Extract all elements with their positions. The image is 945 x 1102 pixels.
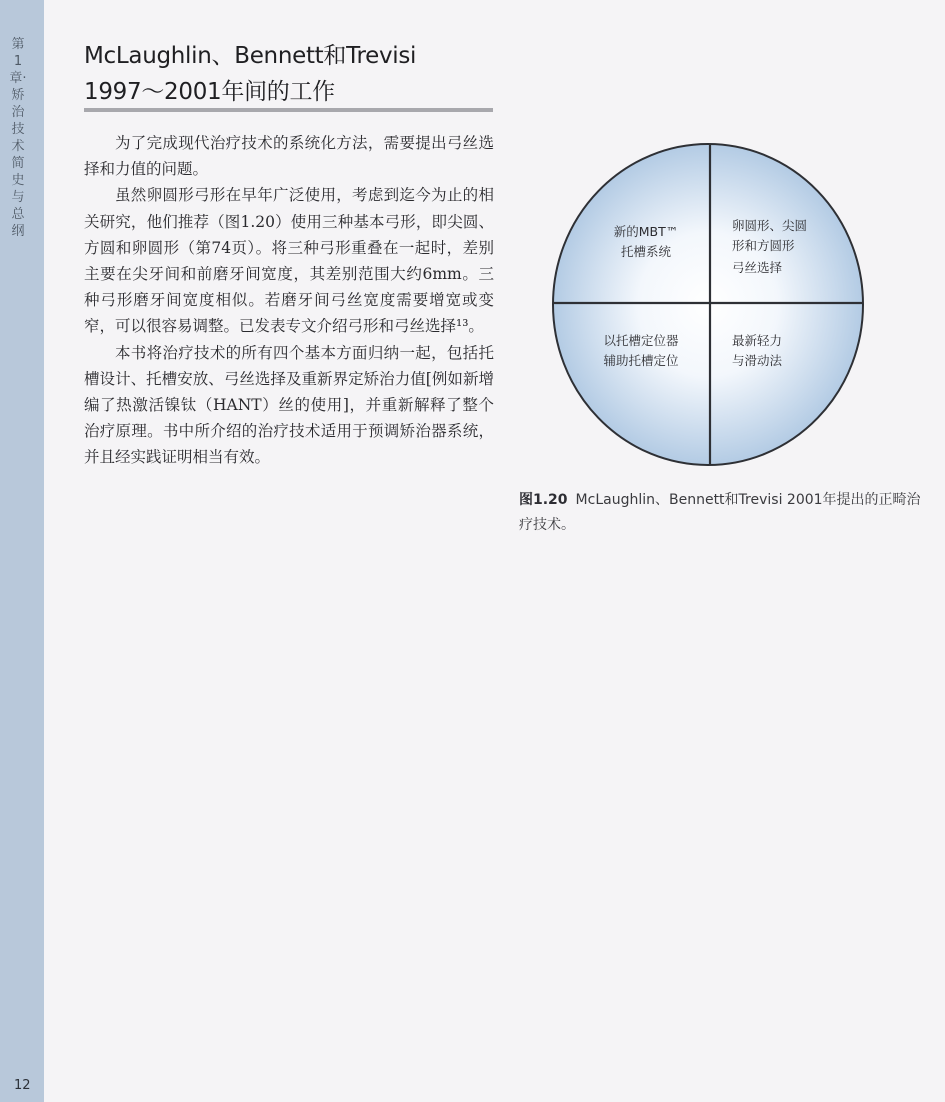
- figure-caption: [519, 488, 925, 538]
- paragraph: 本书将治疗技术的所有四个基本方面归纳一起，包括托槽设计、托槽安放、弓丝选择及重新界定矫治力值[例如新增编了热激活镍钛（HANT）丝的使用]，并重新解释了整个治疗原理。书中所介绍的治疗技术适用于预调矫治器系统，并且经实践证明相当有效。: [84, 343, 494, 467]
- title-underline: [84, 108, 493, 112]
- quadrant-bottom-right-line1: 最新轻力: [732, 333, 783, 348]
- quadrant-bottom-left-line1: 以托槽定位器: [603, 333, 679, 348]
- quadrant-top-right-line3: 弓丝选择: [732, 260, 783, 275]
- section-title: [84, 38, 504, 110]
- chapter-sidebar: [0, 0, 44, 1102]
- quadrant-top-left-line2: 托槽系统: [620, 244, 672, 259]
- body-text: [84, 130, 494, 471]
- figure-1-20-diagram: [552, 143, 864, 466]
- section-title-line1: McLaughlin、Bennett和Trevisi: [84, 43, 417, 69]
- paragraph: 虽然卵圆形弓形在早年广泛使用，考虑到迄今为止的相关研究，他们推荐（图1.20）使用三种基本弓形，即尖圆、方圆和卵圆形（第74页）。将三种弓形重叠在一起时，差别主要在尖牙间和前磨牙间宽度，其差别范围大约6mm。三种弓形磨牙间宽度相似。若磨牙间弓丝宽度需要增宽或变窄，可以很容易调整。已发表专文介绍弓形和弓丝选择¹³。: [84, 186, 494, 336]
- quadrant-top-right-line1: 卵圆形、尖圆: [732, 218, 808, 233]
- quadrant-top-right-line2: 形和方圆形: [732, 238, 795, 253]
- paragraph: 为了完成现代治疗技术的系统化方法，需要提出弓丝选择和力值的问题。: [84, 134, 494, 179]
- quadrant-bottom-left-line2: 辅助托槽定位: [603, 353, 679, 368]
- figure-label: 图1.20: [519, 492, 568, 508]
- quadrant-bottom-right-line2: 与滑动法: [732, 353, 783, 368]
- quadrant-circle-diagram: [552, 143, 864, 466]
- figure-caption-text: McLaughlin、Bennett和Trevisi 2001年提出的正畸治疗技术。: [519, 492, 921, 533]
- chapter-label: 第1章·矫治技术简史与总纲: [9, 37, 27, 239]
- circle: [553, 144, 863, 465]
- section-title-line2: 1997～2001年间的工作: [84, 79, 335, 105]
- page-number: 12: [14, 1078, 31, 1093]
- quadrant-top-left-line1: 新的MBT™: [613, 224, 679, 239]
